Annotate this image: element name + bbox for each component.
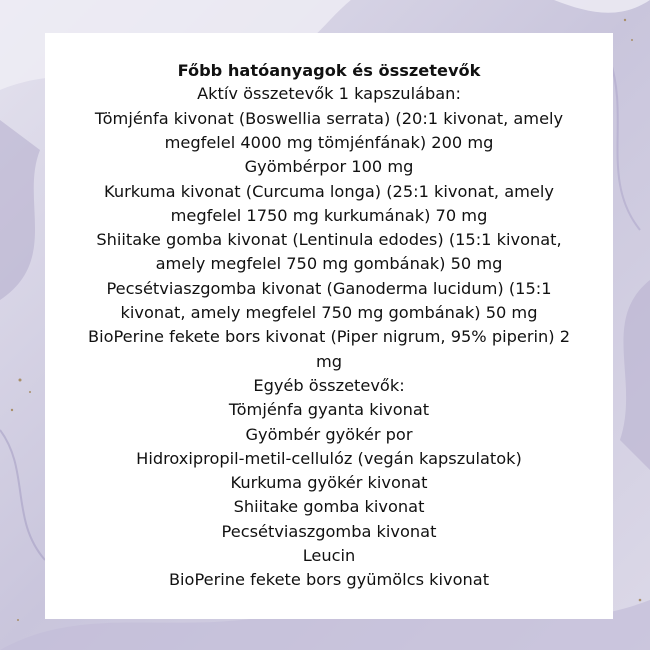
text-line: Hidroxipropil-metil-cellulóz (vegán kapszulatok)	[136, 448, 522, 468]
text-line: Gyömbérpor 100 mg	[244, 157, 414, 177]
text-line: megfelel 1750 mg kurkumának) 70 mg	[170, 205, 488, 225]
text-line: BioPerine fekete bors kivonat (Piper nigrum, 95% piperin) 2	[87, 327, 571, 347]
text-line: kivonat, amely megfelel 750 mg gombának) 50 mg	[120, 303, 538, 323]
text-line: Pecsétviaszgomba kivonat	[221, 521, 437, 541]
text-line: Aktív összetevők 1 kapszulában:	[197, 84, 461, 104]
text-line: mg	[315, 351, 343, 371]
ingredients-title: Főbb hatóanyagok és összetevők	[177, 61, 481, 80]
text-line: Pecsétviaszgomba kivonat (Ganoderma lucidum) (15:1	[106, 278, 552, 298]
text-line: Leucin	[302, 546, 356, 566]
text-line: megfelel 4000 mg tömjénfának) 200 mg	[164, 133, 494, 152]
text-line: Kurkuma kivonat (Curcuma longa) (25:1 kivonat, amely	[104, 181, 554, 201]
text-line: Tömjénfa kivonat (Boswellia serrata) (20:1 kivonat, amely	[94, 108, 564, 128]
text-line: amely megfelel 750 mg gombának) 50 mg	[155, 254, 503, 274]
ingredients-card	[45, 33, 613, 619]
text-line: Shiitake gomba kivonat	[233, 497, 425, 517]
text-line: Kurkuma gyökér kivonat	[230, 473, 428, 493]
text-line: Tömjénfa gyanta kivonat	[228, 400, 430, 420]
text-line: Shiitake gomba kivonat (Lentinula edodes) (15:1 kivonat,	[96, 230, 562, 250]
text-line: Gyömbér gyökér por	[245, 424, 413, 444]
text-line: Egyéb összetevők:	[253, 375, 405, 395]
text-line: BioPerine fekete bors gyümölcs kivonat	[168, 570, 490, 590]
